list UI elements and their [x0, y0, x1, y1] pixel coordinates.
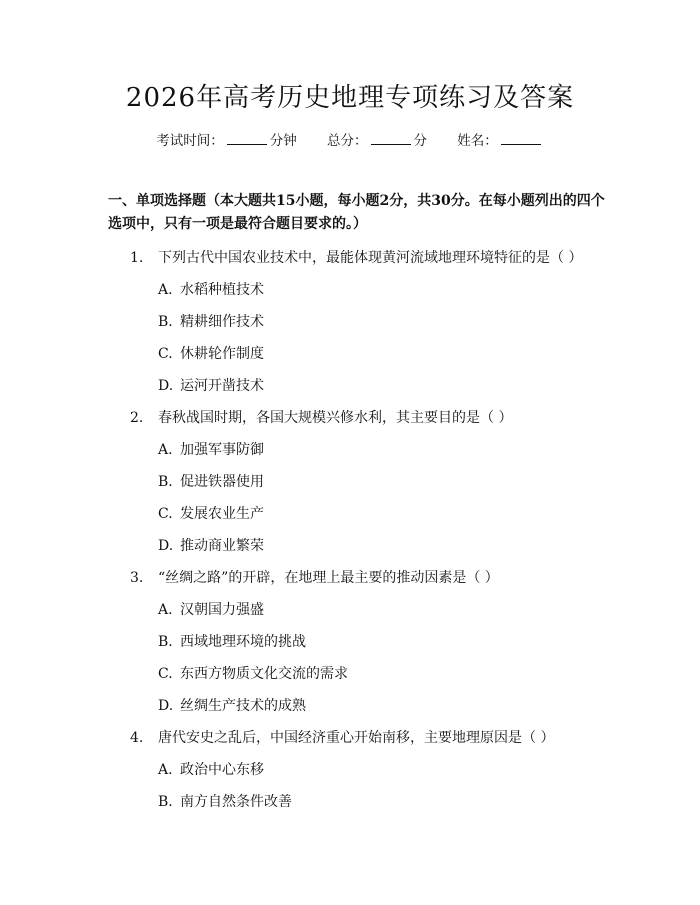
question-3 — [0, 562, 700, 594]
option-item — [0, 690, 700, 722]
option-item — [0, 466, 700, 498]
total-score-field — [327, 133, 427, 149]
option-text: 水稻种植技术 — [180, 282, 264, 298]
exam-time-unit: 分钟 — [269, 133, 297, 149]
option-item — [0, 594, 700, 626]
question-1 — [0, 242, 700, 274]
total-score-blank — [371, 130, 411, 145]
option-text: 汉朝国力强盛 — [180, 602, 264, 618]
section-heading: 一、单项选择题（本大题共15小题，每小题2分，共30分。在每小题列出的四个选项中，只有一项是最符合题目要求的。） — [108, 193, 605, 232]
option-letter: A. — [158, 282, 173, 298]
name-label: 姓名： — [457, 133, 498, 149]
question-number: 1. — [130, 250, 144, 266]
option-letter: B. — [158, 634, 173, 650]
option-letter: A. — [158, 602, 173, 618]
name-blank — [501, 130, 541, 145]
option-text: 运河开凿技术 — [180, 378, 264, 394]
option-text: 西域地理环境的挑战 — [180, 634, 306, 650]
option-item — [0, 658, 700, 690]
question-4 — [0, 722, 700, 754]
option-item — [0, 626, 700, 658]
option-text: 休耕轮作制度 — [180, 346, 264, 362]
option-text: 推动商业繁荣 — [180, 538, 264, 554]
option-text: 促进铁器使用 — [180, 474, 264, 490]
question-number: 2. — [130, 410, 144, 426]
option-text: 东西方物质文化交流的需求 — [180, 666, 348, 682]
option-letter: D. — [158, 698, 174, 714]
option-text: 南方自然条件改善 — [180, 794, 292, 810]
option-item — [0, 786, 700, 818]
question-stem: 下列古代中国农业技术中，最能体现黄河流域地理环境特征的是（ ） — [158, 250, 583, 266]
option-letter: C. — [158, 506, 173, 522]
option-item — [0, 434, 700, 466]
question-2 — [0, 402, 700, 434]
option-item — [0, 530, 700, 562]
exam-time-field — [156, 133, 297, 149]
exam-time-label: 考试时间： — [156, 133, 224, 149]
option-item — [0, 754, 700, 786]
option-text: 政治中心东移 — [180, 762, 264, 778]
option-text: 加强军事防御 — [180, 442, 264, 458]
option-item — [0, 498, 700, 530]
option-letter: A. — [158, 442, 173, 458]
exam-time-blank — [227, 130, 267, 145]
exam-meta — [0, 130, 700, 152]
option-letter: D. — [158, 378, 174, 394]
option-text: 丝绸生产技术的成熟 — [180, 698, 306, 714]
option-letter: C. — [158, 666, 173, 682]
name-field — [457, 133, 544, 149]
question-list — [0, 242, 700, 818]
question-number: 3. — [130, 570, 144, 586]
option-item — [0, 274, 700, 306]
option-letter: B. — [158, 794, 173, 810]
option-text: 精耕细作技术 — [180, 314, 264, 330]
option-text: 发展农业生产 — [180, 506, 264, 522]
question-stem: 唐代安史之乱后，中国经济重心开始南移，主要地理原因是（ ） — [158, 730, 555, 746]
question-number: 4. — [130, 730, 144, 746]
option-letter: D. — [158, 538, 174, 554]
question-stem: 春秋战国时期，各国大规模兴修水利，其主要目的是（ ） — [158, 410, 513, 426]
option-item — [0, 370, 700, 402]
total-score-label: 总分： — [327, 133, 368, 149]
option-letter: C. — [158, 346, 173, 362]
question-stem: “丝绸之路”的开辟，在地理上最主要的推动因素是（ ） — [158, 570, 499, 586]
page-title: 2026年高考历史地理专项练习及答案 — [125, 83, 575, 113]
option-letter: A. — [158, 762, 173, 778]
option-letter: B. — [158, 314, 173, 330]
option-item — [0, 338, 700, 370]
option-letter: B. — [158, 474, 173, 490]
option-item — [0, 306, 700, 338]
total-score-unit: 分 — [413, 133, 427, 149]
